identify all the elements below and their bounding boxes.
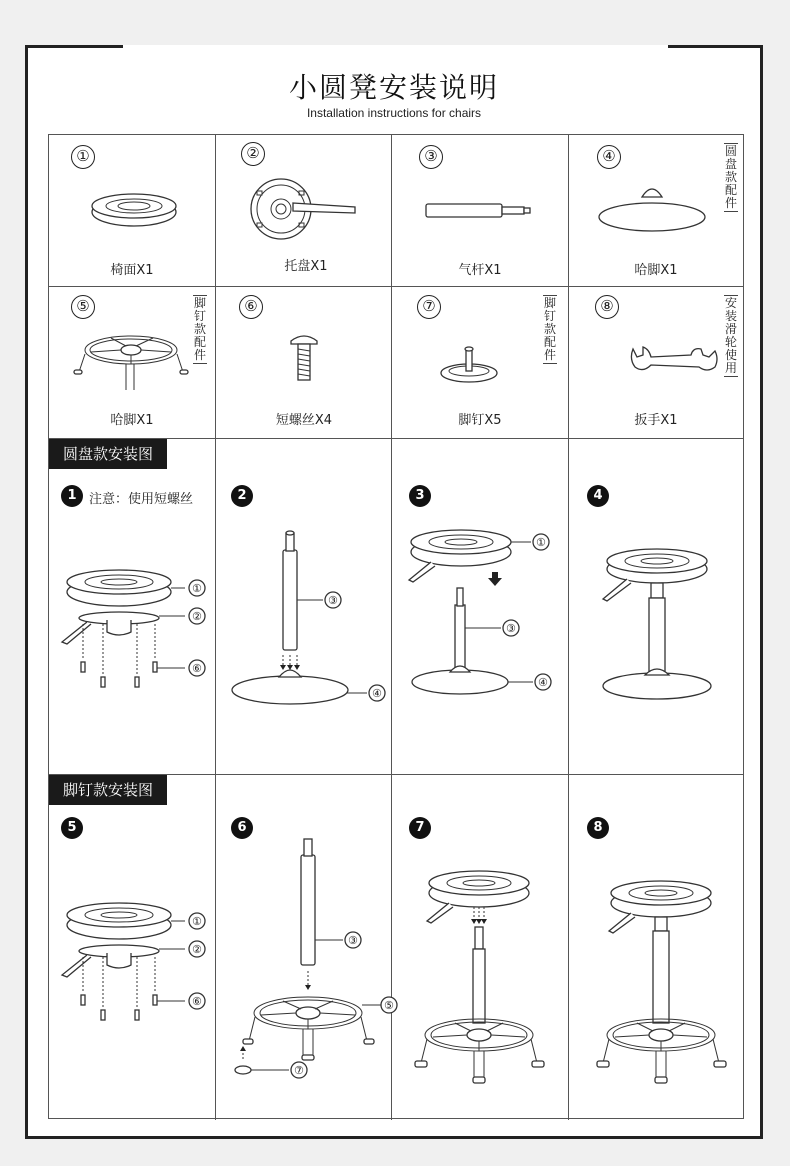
wrench-part-drawing [629, 345, 719, 379]
instruction-sheet [25, 45, 763, 1139]
part-note: 圆盘款配件 [724, 144, 737, 210]
callout-screw: ⑥ [192, 995, 202, 1008]
callout-seat: ① [192, 915, 202, 928]
frame-gap [123, 45, 668, 48]
part-label-seat: 椅面X1 [110, 263, 154, 278]
tray-part-drawing [247, 177, 357, 241]
grid-line [391, 135, 392, 438]
section-title-disc: 圆盘款安装图 [49, 439, 167, 469]
step5-drawing [57, 893, 217, 1023]
callout-base: ④ [538, 676, 548, 689]
part-number: ⑥ [239, 295, 263, 319]
step-note: 注意：使用短螺丝 [89, 492, 194, 507]
screw-part-drawing [289, 333, 319, 383]
seat-part-drawing [89, 190, 179, 230]
part-number: ① [71, 145, 95, 169]
callout-tray: ② [192, 610, 202, 623]
section-title-glide: 脚钉款安装图 [49, 775, 167, 805]
step3-drawing [405, 520, 565, 695]
callout-screw: ⑥ [192, 662, 202, 675]
grid-line [215, 135, 216, 438]
grid-line [49, 286, 743, 287]
step8-drawing [589, 875, 739, 1095]
part-label-wrench: 扳手X1 [634, 413, 678, 428]
gas-lift-part-drawing [424, 201, 534, 221]
step-number: 2 [231, 485, 253, 507]
callout-gas-lift: ③ [348, 934, 358, 947]
part-number: ⑦ [417, 295, 441, 319]
step-number: 5 [61, 817, 83, 839]
part-note: 安装滑轮使用 [724, 296, 737, 375]
part-label-glide: 脚钉X5 [458, 413, 502, 428]
callout-seat: ① [192, 582, 202, 595]
step-number: 7 [409, 817, 431, 839]
callout-seat: ① [536, 536, 546, 549]
grid-line [391, 438, 392, 1120]
callout-ring-base: ⑤ [384, 999, 394, 1012]
part-number: ④ [597, 145, 621, 169]
grid-line [568, 135, 569, 438]
part-number: ⑧ [595, 295, 619, 319]
part-label-tray: 托盘X1 [284, 259, 328, 274]
part-label-disc-base: 哈脚X1 [634, 263, 678, 278]
callout-gas-lift: ③ [506, 622, 516, 635]
page-title: 小圆凳安装说明 [288, 71, 499, 104]
step4-drawing [597, 543, 727, 703]
ring-base-part-drawing [71, 330, 191, 395]
page-subtitle: Installation instructions for chairs [306, 106, 482, 120]
part-label-screw: 短螺丝X4 [275, 413, 333, 428]
part-number: ③ [419, 145, 443, 169]
part-note: 脚钉款配件 [543, 296, 556, 362]
callout-tray: ② [192, 943, 202, 956]
step2-drawing [227, 525, 387, 700]
step-number: 8 [587, 817, 609, 839]
step-number: 6 [231, 817, 253, 839]
step7-drawing [411, 855, 571, 1095]
callout-gas-lift: ③ [328, 594, 338, 607]
part-number: ⑤ [71, 295, 95, 319]
part-label-gas-lift: 气杆X1 [458, 263, 502, 278]
callout-base: ④ [372, 687, 382, 700]
step6-drawing [231, 835, 394, 1085]
disc-base-part-drawing [597, 185, 707, 233]
step1-drawing [57, 560, 217, 690]
instruction-grid [48, 134, 744, 1119]
step-number: 3 [409, 485, 431, 507]
part-label-ring-base: 哈脚X1 [110, 413, 154, 428]
step-number: 4 [587, 485, 609, 507]
step-number: 1 [61, 485, 83, 507]
part-number: ② [241, 142, 265, 166]
callout-glide: ⑦ [294, 1064, 304, 1077]
part-note: 脚钉款配件 [193, 296, 206, 362]
glide-part-drawing [439, 345, 499, 385]
